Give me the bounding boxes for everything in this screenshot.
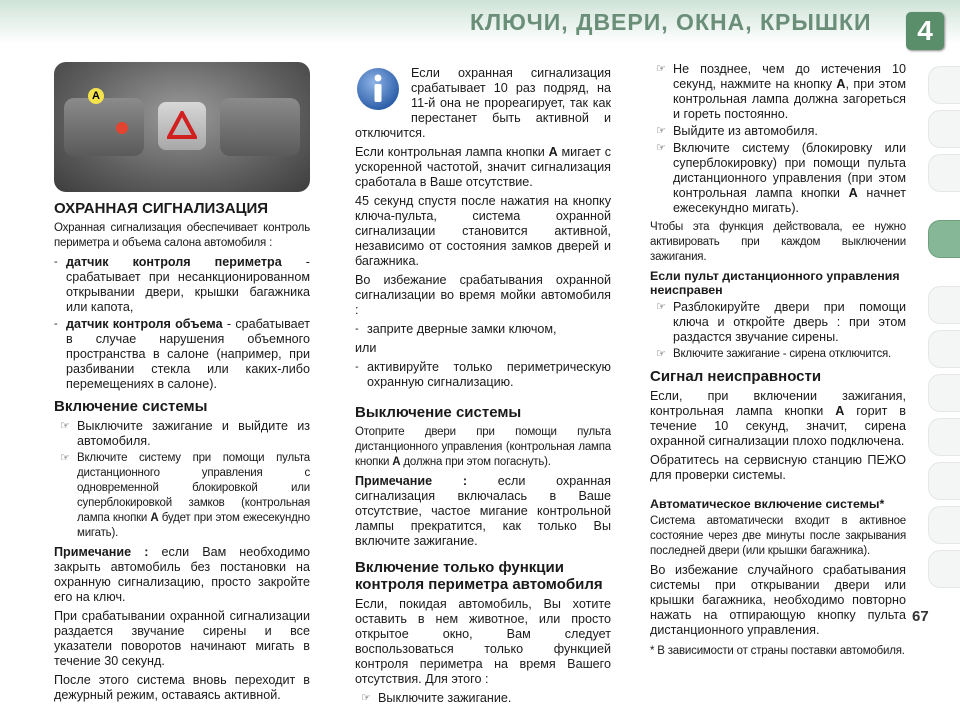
list-item: ☞ Выключите зажигание. <box>361 691 512 705</box>
enable-note: Примечание : если Вам необходимо закрыть автомобиль без постановки на охранную сигнализацию, просто закройте его на ключ. <box>54 545 310 604</box>
section-title-disable: Выключение системы <box>355 404 522 421</box>
list-item: ☞ Включите систему (блокировку или суперблокировку) при помощи пульта дистанционного управления (при этом контрольная лампа кнопки A начнет ежесекундно мигать). <box>656 141 906 215</box>
chapter-tab[interactable] <box>928 66 960 104</box>
chapter-tab[interactable] <box>928 154 960 192</box>
page-header <box>0 0 960 44</box>
info-lamp-fast: Если контрольная лампа кнопки A мигает с ускоренной частотой, значит сигнализация сработала в Ваше отсутствие. <box>355 145 611 189</box>
car-wash-options <box>355 322 611 337</box>
list-item: ☞ Разблокируйте двери при помощи ключа и откройте дверь : при этом раздастся звучание сирены. <box>656 300 906 344</box>
car-wash-options-2 <box>355 360 611 390</box>
dashboard-photo <box>54 62 310 192</box>
perimeter-steps-continued <box>650 62 906 216</box>
list-item: ☞ Включите систему при помощи пульта дистанционного управления с одновременной блокировкой или суперблокировкой замков (контрольная лампа кнопки A будет при этом ежесекундно мигать). <box>60 452 310 539</box>
hand-pointer-icon: ☞ <box>361 692 371 704</box>
hazard-triangle-icon <box>167 111 197 139</box>
hazard-button <box>158 102 206 150</box>
hand-pointer-icon: ☞ <box>60 452 70 464</box>
chapter-tab[interactable] <box>928 110 960 148</box>
list-item: - активируйте только периметрическую охранную сигнализацию. <box>355 360 611 389</box>
section-title-fault: Сигнал неисправности <box>650 368 822 385</box>
list-item: - заприте дверные замки ключом, <box>355 322 557 336</box>
disable-paragraph: Отоприте двери при помощи пульта дистанционного управления (контрольная лампа кнопки A должна при этом погаснуть). <box>355 426 611 468</box>
alarm-intro: Охранная сигнализация обеспечивает контроль периметра и объема салона автомобиля : <box>54 222 310 249</box>
footnote: * В зависимости от страны поставки автомобиля. <box>650 645 905 657</box>
section-title-enable: Включение системы <box>54 398 208 415</box>
section-title-perimeter: Включение только функции контроля периметра автомобиля <box>355 559 603 593</box>
activation-note: Чтобы эта функция действовала, ее нужно активировать при каждом выключении зажигания. <box>650 221 906 263</box>
page-number: 67 <box>912 608 929 625</box>
chapter-title: КЛЮЧИ, ДВЕРИ, ОКНА, КРЫШКИ <box>470 9 872 35</box>
hand-pointer-icon: ☞ <box>656 125 666 137</box>
button-pad <box>220 98 300 156</box>
chapter-tabs <box>928 66 960 626</box>
chapter-tab[interactable] <box>928 462 960 500</box>
section-title-auto: Автоматическое включение системы* <box>650 497 885 511</box>
chapter-tab[interactable] <box>928 550 960 588</box>
sensor-list <box>54 255 310 392</box>
list-item: - датчик контроля объема - срабатывает в случае нарушения объемного пространства в салоне (например, при разбивании стекла или каких-либо перемещениях в салоне). <box>54 317 310 391</box>
fault-paragraph: Если, при включении зажигания, контрольная лампа кнопки A горит в течение 10 секунд, значит, сирена охранной сигнализации плохо подключена. <box>650 389 906 448</box>
column-left <box>54 62 310 707</box>
column-middle <box>355 66 611 710</box>
column-right <box>650 62 906 663</box>
chapter-tab[interactable] <box>928 286 960 324</box>
chapter-tab[interactable] <box>928 418 960 456</box>
trigger-paragraph: При срабатывании охранной сигнализации раздается звучание сирены и все указатели поворотов начинают мигать в течение 30 секунд. <box>54 609 310 668</box>
info-car-wash: Во избежание срабатывания охранной сигнализации во время мойки автомобиля : <box>355 273 611 317</box>
enable-steps <box>54 419 310 541</box>
faulty-remote-steps <box>650 300 906 362</box>
perimeter-steps <box>355 691 611 706</box>
chapter-tab[interactable] <box>928 374 960 412</box>
hand-pointer-icon: ☞ <box>60 420 70 432</box>
info-45-seconds: 45 секунд спустя после нажатия на кнопку ключа-пульта, система охранной сигнализации становится активной, независимо от состояния замков дверей и багажника. <box>355 194 611 268</box>
alarm-indicator-lamp <box>116 122 128 134</box>
lock-button-pad <box>64 98 144 156</box>
chapter-number-badge: 4 <box>906 12 944 50</box>
auto-small-paragraph: Система автоматически входит в активное состояние через две минуты после закрывания последней двери (или крышки багажника). <box>650 515 906 557</box>
photo-label-a: A <box>88 88 104 104</box>
list-item: ☞ Включите зажигание - сирена отключится. <box>656 348 892 360</box>
list-item: ☞ Не позднее, чем до истечения 10 секунд, нажмите на кнопку A, при этом контрольная лампа должна загореться и гореть постоянно. <box>656 62 907 121</box>
hand-pointer-icon: ☞ <box>656 348 666 360</box>
hand-pointer-icon: ☞ <box>656 142 666 154</box>
service-paragraph: Обратитесь на сервисную станцию ПЕЖО для проверки системы. <box>650 453 906 482</box>
perimeter-paragraph: Если, покидая автомобиль, Вы хотите оставить в нем животное, или просто открытое окно, Вам следует воспользоваться только функцией контроля периметра на время Вашего отсутствия. Для этого : <box>355 597 611 686</box>
list-item: ☞ Выйдите из автомобиля. <box>656 124 818 138</box>
disable-note: Примечание : если охранная сигнализация включалась в Ваше отсутствие, частое мигание контрольной лампы прекратится, как только Вы включите зажигание. <box>355 474 611 548</box>
hand-pointer-icon: ☞ <box>656 301 666 313</box>
chapter-tab[interactable] <box>928 330 960 368</box>
section-title-faulty-remote: Если пульт дистанционного управления неисправен <box>650 269 900 297</box>
standby-paragraph: После этого система вновь переходит в дежурный режим, оставаясь активной. <box>54 673 310 702</box>
chapter-tab-active[interactable] <box>928 220 960 258</box>
info-icon <box>355 66 401 112</box>
or-text: или <box>355 341 377 355</box>
info-repeat-trigger: Если охранная сигнализация срабатывает 10 раз подряд, на 11-й она не прореагирует, так как перестанет быть активной и отключится. <box>355 66 611 140</box>
section-title-alarm: ОХРАННАЯ СИГНАЛИЗАЦИЯ <box>54 200 269 217</box>
auto-paragraph: Во избежание случайного срабатывания системы при открывании двери или крышки багажника, необходимо повторно нажать на отпирающую кнопку пульта дистанционного управления. <box>650 563 906 637</box>
list-item: - датчик контроля периметра - срабатывает при несанкционированном открывании двери, крышки багажника или капота, <box>54 255 310 314</box>
chapter-tab[interactable] <box>928 506 960 544</box>
list-item: ☞ Выключите зажигание и выйдите из автомобиля. <box>60 419 310 448</box>
hand-pointer-icon: ☞ <box>656 63 666 75</box>
